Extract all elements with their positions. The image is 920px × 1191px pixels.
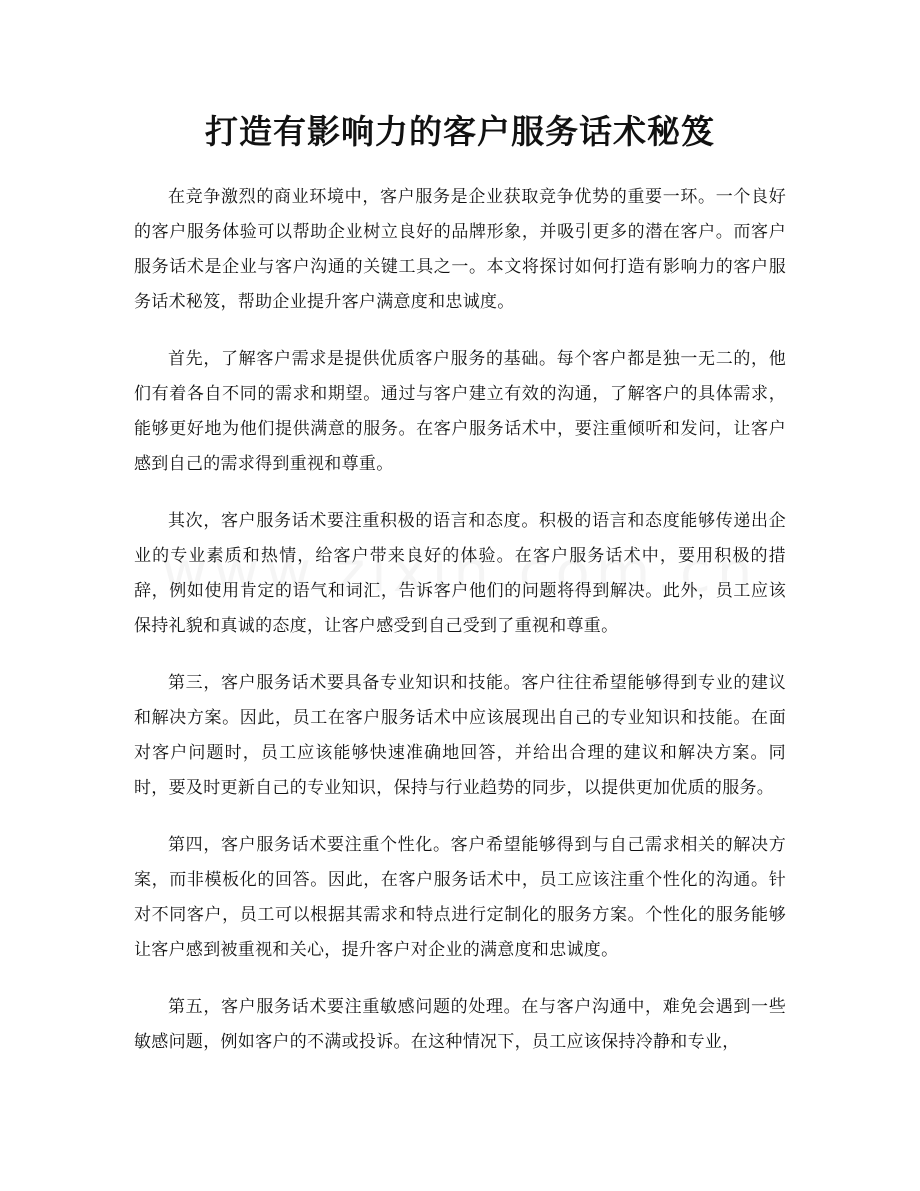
- paragraph-third: 第三，客户服务话术要具备专业知识和技能。客户往往希望能够得到专业的建议和解决方案。因此，员工在客户服务话术中应该展现出自己的专业知识和技能。在面对客户问题时，员工应该能够快速准确地回答，并给出合理的建议和解决方案。同时，要及时更新自己的专业知识，保持与行业趋势的同步，以提供更加优质的服务。: [134, 673, 786, 798]
- document-title: 打造有影响力的客户服务话术秘笈: [205, 112, 715, 151]
- paragraph-first: 首先，了解客户需求是提供优质客户服务的基础。每个客户都是独一无二的，他们有着各自不同的需求和期望。通过与客户建立有效的沟通，了解客户的具体需求，能够更好地为他们提供满意的服务。在客户服务话术中，要注重倾听和发问，让客户感到自己的需求得到重视和尊重。: [134, 349, 786, 474]
- paragraph-fifth: 第五，客户服务话术要注重敏感问题的处理。在与客户沟通中，难免会遇到一些敏感问题，例如客户的不满或投诉。在这种情况下，员工应该保持冷静和专业，: [134, 997, 786, 1052]
- paragraph-fourth: 第四，客户服务话术要注重个性化。客户希望能够得到与自己需求相关的解决方案，而非模板化的回答。因此，在客户服务话术中，员工应该注重个性化的沟通。针对不同客户，员工可以根据其需求和特点进行定制化的服务方案。个性化的服务能够让客户感到被重视和关心，提升客户对企业的满意度和忠诚度。: [134, 835, 786, 960]
- document-body: [134, 180, 786, 1082]
- paragraph-second: 其次，客户服务话术要注重积极的语言和态度。积极的语言和态度能够传递出企业的专业素质和热情，给客户带来良好的体验。在客户服务话术中，要用积极的措辞，例如使用肯定的语气和词汇，告诉客户他们的问题将得到解决。此外，员工应该保持礼貌和真诚的态度，让客户感受到自己受到了重视和尊重。: [134, 511, 786, 636]
- paragraph-intro: 在竞争激烈的商业环境中，客户服务是企业获取竞争优势的重要一环。一个良好的客户服务体验可以帮助企业树立良好的品牌形象，并吸引更多的潜在客户。而客户服务话术是企业与客户沟通的关键工具之一。本文将探讨如何打造有影响力的客户服务话术秘笈，帮助企业提升客户满意度和忠诚度。: [134, 187, 786, 312]
